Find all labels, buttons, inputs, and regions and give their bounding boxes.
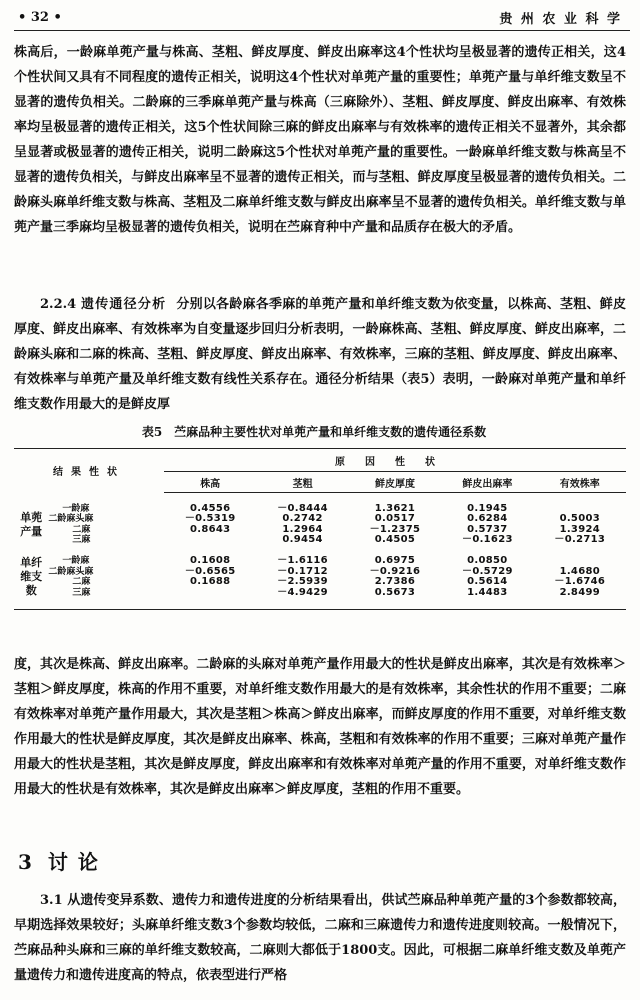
table-row bbox=[14, 535, 626, 546]
group-label-line: 单纤 bbox=[20, 556, 43, 569]
group-header: 原因性状 bbox=[164, 449, 626, 472]
table-row bbox=[14, 556, 626, 567]
table-cell: 0.1688 bbox=[190, 576, 231, 587]
group-label-line: 维支 bbox=[20, 570, 43, 583]
table-cell: 0.8643 bbox=[190, 523, 231, 535]
table-label: 表5 bbox=[141, 425, 163, 439]
table-cell: －0.9216 bbox=[369, 565, 421, 577]
group-label-line: 数 bbox=[25, 584, 37, 597]
table-cell: 0.4505 bbox=[374, 534, 416, 545]
row-label: 三麻 bbox=[72, 535, 91, 545]
row-label: 二麻 bbox=[72, 524, 91, 535]
row-label: 三麻 bbox=[72, 587, 91, 598]
column-header: 有效株率 bbox=[534, 472, 626, 493]
table-cell: －0.1623 bbox=[462, 534, 513, 545]
table-cell: －0.5729 bbox=[462, 565, 513, 577]
paragraph-path-results: 度，其次是株高、鲜皮出麻率。二龄麻的头麻对单蔸产量作用最大的性状是鲜皮出麻率，其次是有效株率＞茎粗＞鲜皮厚度，株高的作用不重要，对单纤维支数作用最大的是有效株率，其余性状的作用不重要；二麻有效株率对单蔸产量作用最大，其次是茎粗＞株高＞鲜皮出麻率，而鲜皮厚度的作用不重要，对单纤维支数作用最大的性状是鲜皮厚度，其次是鲜皮出麻率、株高，茎粗和有效株率的作用不重要；三麻对单蔸产量作用最大的性状是茎粗，其次是鲜皮厚度，鲜皮出麻率和有效株率对单蔸产量的作用不重要，对单纤维支数作用最大的性状是有效株率，其次是鲜皮出麻率＞鲜皮厚度，茎粗的作用不重要。 bbox=[14, 657, 626, 797]
table-cell: －2.5939 bbox=[277, 576, 328, 587]
discussion-text: 从遗传变异系数、遗传力和遗传进度的分析结果看出，供试苎麻品种单蔸产量的3个参数都较高，早期选择效果较好；头麻单纤维支数3个参数均较低，二麻和三麻遗传力和遗传进度则较高。一般情况下，苎麻品种头麻和三麻的单纤维支数较高，二麻则大都低于1800支。因此，可根据二麻单纤维支数及单蔸产量遗传力和遗传进度高的特点，依表型进行严格 bbox=[14, 893, 627, 983]
row-label: 一龄麻 bbox=[62, 503, 90, 514]
table-cell: 0.9454 bbox=[282, 534, 323, 545]
table-cell: 0.2742 bbox=[282, 513, 323, 524]
paragraph-correlation: 株高后，一龄麻单蔸产量与株高、茎粗、鲜皮厚度、鲜皮出麻率这4个性状均呈极显著的遗传正相关，这4个性状间又具有不同程度的遗传正相关，说明这4个性状对单蔸产量的重要性；单蔸产量与单纤维支数呈不显著的遗传负相关。二龄麻的三季麻单蔸产量与株高（三麻除外）、茎粗、鲜皮厚度、鲜皮出麻率、有效株率均呈极显著的遗传正相关，这5个性状间除三麻的鲜皮出麻率与有效株率的遗传正相关不显著外，其余都呈显著或极显著的遗传正相关，说明二龄麻这5个性状对单蔸产量的重要性。一龄麻单纤维支数与株高呈不显著的遗传负相关，与鲜皮出麻率呈不显著的遗传正相关，而与茎粗、鲜皮厚度呈极显著的遗传负相关。二龄麻头麻单纤维支数与株高、茎粗及二麻单纤维支数与鲜皮出麻率呈不显著的遗传负相关。单纤维支数与单蔸产量三季麻均呈极显著的遗传负相关，说明在苎麻育种中产量和品质存在极大的矛盾。 bbox=[14, 45, 626, 235]
table-cell: －4.9429 bbox=[277, 586, 328, 598]
table-cell bbox=[534, 556, 626, 567]
table-cell: 2.8499 bbox=[559, 586, 600, 598]
table-cell: 0.5614 bbox=[467, 576, 508, 587]
table-row bbox=[14, 514, 626, 525]
table-cell: 2.7386 bbox=[374, 576, 416, 587]
table-cell: 1.3621 bbox=[374, 502, 416, 514]
table-cell: －1.6116 bbox=[277, 555, 328, 566]
row-label: 二龄麻头麻 bbox=[48, 514, 94, 524]
section-heading bbox=[18, 846, 108, 875]
table-cell: －0.8444 bbox=[277, 502, 328, 514]
table-cell: 0.1945 bbox=[467, 502, 508, 514]
table-cell: 1.4680 bbox=[559, 565, 600, 577]
group-label-line: 产量 bbox=[20, 524, 43, 538]
table-cell bbox=[164, 588, 256, 599]
subsection-number: 2.2.4 bbox=[40, 297, 77, 312]
table-row bbox=[14, 588, 626, 599]
row-label: 二麻 bbox=[72, 577, 91, 587]
page-number: • 32 • bbox=[18, 10, 62, 25]
table-cell: 0.6975 bbox=[374, 555, 416, 566]
group-label-line: 单蔸 bbox=[20, 510, 43, 524]
discussion-number: 3.1 bbox=[40, 893, 63, 908]
paragraph-path-analysis bbox=[14, 292, 626, 417]
table-cell: 0.0850 bbox=[467, 555, 508, 566]
journal-name: 贵 州 农 业 科 学 bbox=[499, 12, 622, 27]
table-cell: －0.2713 bbox=[554, 534, 606, 545]
table-cell: 0.5673 bbox=[374, 586, 416, 598]
column-header: 鲜皮出麻率 bbox=[441, 472, 533, 493]
table-title: 苎麻品种主要性状对单蔸产量和单纤维支数的遗传通径系数 bbox=[174, 425, 487, 439]
table-cell: －0.1712 bbox=[277, 565, 328, 577]
group-label bbox=[14, 504, 48, 546]
row-header: 结果性状 bbox=[53, 467, 125, 479]
table-cell: －0.6565 bbox=[184, 565, 236, 577]
section-number: 3 bbox=[18, 850, 42, 874]
group-label bbox=[14, 556, 48, 598]
table-row bbox=[14, 577, 626, 588]
table-cell: －0.5319 bbox=[184, 513, 236, 524]
table-cell: －1.6746 bbox=[554, 576, 606, 587]
row-label: 一龄麻 bbox=[62, 556, 90, 566]
table-cell: －1.2375 bbox=[369, 523, 421, 535]
column-header: 鲜皮厚度 bbox=[349, 472, 441, 493]
subsection-title: 遗传通径分析 bbox=[80, 297, 167, 312]
column-header: 株高 bbox=[164, 472, 256, 493]
paragraph-discussion bbox=[14, 888, 626, 988]
table-cell: 1.2964 bbox=[282, 523, 323, 535]
row-label: 二龄麻头麻 bbox=[48, 566, 94, 577]
table-cell: 0.5003 bbox=[559, 513, 600, 524]
table-cell: 1.4483 bbox=[467, 586, 508, 598]
table-cell bbox=[164, 535, 256, 546]
page-header bbox=[14, 4, 630, 31]
table-cell: 0.6284 bbox=[467, 513, 508, 524]
table-cell: 0.4556 bbox=[190, 502, 231, 514]
path-coefficient-table bbox=[14, 448, 626, 610]
subsection-text: 分别以各龄麻各季麻的单蔸产量和单纤维支数为依变量，以株高、茎粗、鲜皮厚度、鲜皮出麻率、有效株率为自变量逐步回归分析表明，一龄麻株高、茎粗、鲜皮厚度、鲜皮出麻率，二龄麻头麻和二麻的株高、茎粗、鲜皮厚度、鲜皮出麻率、有效株率，三麻的茎粗、鲜皮厚度、鲜皮出麻率、有效株率与单蔸产量及单纤维支数有线性关系存在。通径分析结果（表5）表明，一龄麻对单蔸产量和单纤维支数作用最大的是鲜皮厚 bbox=[14, 297, 626, 412]
section-title: 讨论 bbox=[47, 850, 108, 874]
column-header: 茎粗 bbox=[256, 472, 348, 493]
table-cell: 0.0517 bbox=[374, 513, 416, 524]
table-cell: 1.3924 bbox=[559, 523, 600, 535]
table-caption bbox=[0, 423, 640, 440]
table-cell: 0.5737 bbox=[467, 523, 508, 535]
table-cell: 0.1608 bbox=[190, 555, 231, 566]
